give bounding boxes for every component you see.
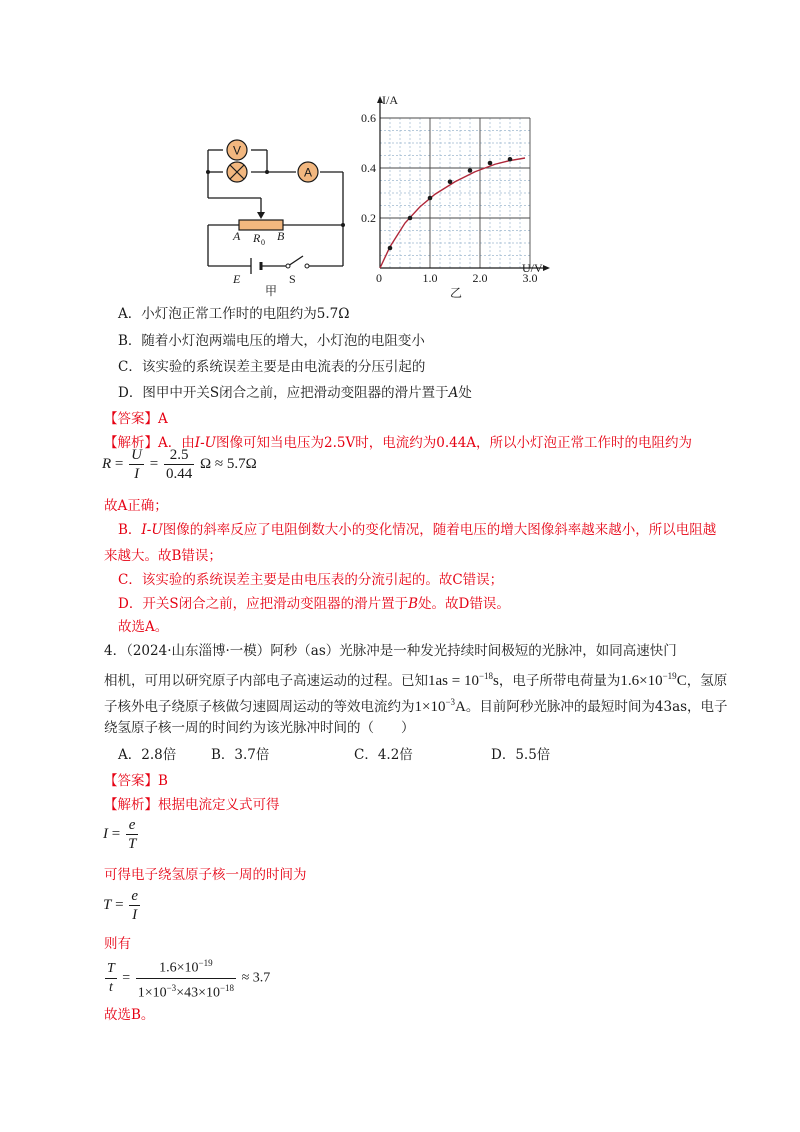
- q3-analysis-c: C．该实验的系统误差主要是由电压表的分流引起的。故C错误；: [118, 572, 504, 588]
- analysis-b-text: 图像的斜率反应了电阻倒数大小的变化情况，随着电压的增大图像斜率越来越小，所以电阻越: [162, 522, 717, 538]
- q4-current: [415, 699, 466, 715]
- q3-a-correct: 故A正确；: [104, 498, 168, 514]
- data-point: [468, 168, 473, 173]
- analysis-b-var: I-U: [141, 522, 163, 538]
- q4-stem-line1: 4．（2024·山东淄博·一模）阿秒（as）光脉冲是一种发光持续时间极短的光脉冲，如同高速快门: [104, 643, 677, 659]
- q3-conclusion: 故选A。: [118, 619, 169, 635]
- x-tick-label: 2.0: [472, 271, 488, 285]
- voltmeter-label: V: [232, 143, 242, 158]
- f3-den-value: 1×10: [137, 985, 167, 1001]
- q4-current-unit: A: [455, 699, 466, 715]
- q4-analysis-2: 可得电子绕氢原子核一周的时间为: [104, 867, 307, 883]
- f3-den: [136, 979, 236, 1003]
- data-point: [388, 246, 393, 251]
- q3-option-a: A．小灯泡正常工作时的电阻约为5.7Ω: [118, 306, 350, 322]
- q4-as-unit: s: [493, 673, 499, 689]
- q4-formula-1: I = $\frac{e}{T}$: [103, 817, 137, 852]
- analysis-a-text: 图像可知当电压为2.5V时，电流约为0.44A，所以小灯泡正常工作时的电阻约为: [216, 435, 693, 451]
- q4-as-value: 1as = 10: [428, 673, 479, 689]
- ammeter-label: A: [303, 165, 313, 180]
- f1-fraction: [126, 816, 138, 853]
- y-tick-label: 0.4: [361, 161, 376, 175]
- q3-option-b: B．随着小灯泡两端电压的增大，小灯泡的电阻变小: [118, 333, 425, 349]
- q3-option-c: C．该实验的系统误差主要是由电流表的分压引起的: [118, 359, 426, 375]
- x-axis-arrow: [543, 265, 550, 271]
- q4-as-def: [428, 673, 499, 689]
- q4-as-exp: −18: [478, 671, 494, 681]
- f3-den-mid: ×43×10: [176, 985, 220, 1001]
- battery-label: E: [233, 272, 241, 286]
- analysis-d-tail: 处。故D错误。: [418, 596, 510, 612]
- formula-u: U: [131, 447, 142, 463]
- q4-option-d: D．5.5倍: [491, 747, 551, 763]
- f3-num: [136, 954, 236, 979]
- q4-charge-unit: C: [676, 673, 687, 689]
- y-tick-label: 0.6: [361, 111, 376, 125]
- origin-label: 0: [376, 271, 382, 285]
- q4-line3-tail: 。目前阿秒光脉冲的最短时间为43as，电子: [465, 699, 728, 715]
- rheostat-subscript: 0: [261, 238, 265, 247]
- data-point: [448, 179, 453, 184]
- q4-stem-line2: [104, 666, 727, 691]
- f3-den-exp1: −3: [166, 982, 177, 993]
- q3-analysis-b-line1: [118, 520, 716, 540]
- switch-icon: [286, 264, 290, 268]
- q4-answer-label: 【答案】: [104, 773, 158, 789]
- rheostat-end-a: A: [233, 229, 241, 243]
- q4-formula-3: $\frac{T}{t}$ = $\frac{1.6\times 10^{-19}}{1\times 10^{-3}\times 43\times 10^{-18}}$ ≈ 3.7: [103, 954, 270, 1002]
- q3-option-d-text: D．图甲中开关S闭合之前，应把滑动变阻器的滑片置于: [118, 385, 449, 401]
- q4-option-a: A．2.8倍: [118, 747, 177, 763]
- data-point: [428, 196, 433, 201]
- q3-option-d: [118, 383, 472, 403]
- circuit-diagram: [195, 128, 355, 300]
- y-axis-label: I/A: [382, 93, 398, 107]
- iu-curve: [380, 158, 525, 268]
- data-point: [408, 216, 413, 221]
- q4-current-value: 1×10: [414, 699, 446, 715]
- answer-label: 【答案】: [104, 411, 158, 427]
- q4-analysis-3: 则有: [104, 936, 131, 952]
- f3-lhs-fraction: [105, 960, 117, 997]
- formula-den: 0.44: [165, 466, 193, 482]
- q4-analysis-label: 【解析】: [104, 797, 158, 813]
- y-tick-label: 0.2: [361, 211, 376, 225]
- f3-den-exp2: −18: [219, 982, 235, 993]
- iu-graph: [352, 92, 552, 302]
- formula-i: I: [134, 466, 140, 482]
- f2-num: e: [131, 888, 138, 904]
- f2-lhs: T: [103, 896, 112, 913]
- q4-analysis-1-text: 根据电流定义式可得: [158, 797, 280, 813]
- q4-stem-line4: 绕氢原子核一周的时间约为该光脉冲时间的（ ）: [104, 720, 415, 736]
- q3-answer: [104, 409, 168, 429]
- f1-den: T: [127, 836, 137, 852]
- q4-option-b: B．3.7倍: [211, 747, 270, 763]
- circuit-caption: 甲: [265, 284, 278, 298]
- f3-fraction: [136, 954, 236, 1002]
- q3-formula-r: R = $\frac{U}{I}$ = $\frac{2.5}{0.44}$ Ω ≈ 5.7Ω: [102, 447, 257, 482]
- q4-charge-exp: −19: [662, 671, 677, 681]
- f1-num: e: [126, 816, 138, 835]
- analysis-d-var: B: [408, 596, 418, 612]
- q3-analysis-d: [118, 594, 510, 614]
- q4-stem-line3: [104, 692, 728, 717]
- q4-conclusion: 故选B。: [104, 1007, 155, 1023]
- f3-result: ≈ 3.7: [241, 970, 271, 986]
- formula-u-over-i: [129, 446, 144, 483]
- answer-value: A: [158, 411, 168, 427]
- x-axis-label: U/V: [522, 261, 543, 275]
- x-tick-label: 3.0: [522, 271, 538, 285]
- q4-line2-tail: ，氢原: [686, 673, 728, 689]
- formula-r: R: [102, 455, 112, 472]
- analysis-a-prefix: A．由: [158, 435, 195, 451]
- f3-lhs-num: T: [105, 960, 117, 979]
- x-tick-label: 1.0: [422, 271, 438, 285]
- f1-lhs: I: [103, 825, 108, 842]
- analysis-a-var: I-U: [194, 435, 217, 451]
- q3-option-d-var: A: [448, 385, 459, 401]
- formula-numeric-fraction: [164, 446, 194, 483]
- q3-option-d-tail: 处: [458, 385, 472, 401]
- q4-option-c: C．4.2倍: [354, 747, 413, 763]
- f3-num-value: 1.6×10: [159, 960, 199, 976]
- q4-charge: [620, 673, 686, 689]
- q4-answer-value: B: [158, 773, 168, 789]
- analysis-d-prefix: D．开关S闭合之前，应把滑动变阻器的滑片置于: [118, 596, 409, 612]
- switch-label: S: [289, 272, 296, 286]
- q4-line2-text: 相机，可用以研究原子内部电子高速运动的过程。已知: [104, 673, 428, 689]
- q4-line3-text: 子核外电子绕原子核做匀速圆周运动的等效电流约为: [104, 699, 415, 715]
- f2-den: I: [132, 907, 138, 923]
- q4-analysis-1: [104, 795, 280, 815]
- analysis-b-prefix: B．: [118, 522, 142, 538]
- q4-line2-mid: ，电子所带电荷量为: [498, 673, 621, 689]
- formula-result: Ω ≈ 5.7Ω: [199, 455, 257, 472]
- f2-fraction: [129, 887, 140, 924]
- rheostat-end-b: B: [277, 229, 285, 243]
- data-point: [488, 161, 493, 166]
- q4-current-exp: −3: [445, 697, 456, 707]
- q4-answer: [104, 771, 168, 791]
- analysis-label: 【解析】: [104, 435, 158, 451]
- f3-num-exp: −19: [198, 958, 213, 968]
- formula-num: 2.5: [164, 446, 194, 465]
- graph-caption: 乙: [450, 286, 463, 300]
- q4-charge-value: 1.6×10: [620, 673, 663, 689]
- f3-lhs-den: t: [108, 979, 113, 995]
- data-point: [508, 157, 513, 162]
- q4-formula-2: T = $\frac{e}{I}$: [103, 888, 138, 923]
- rheostat-name: R: [253, 231, 261, 245]
- q3-analysis-b-line2: 来越大。故B错误；: [104, 548, 222, 564]
